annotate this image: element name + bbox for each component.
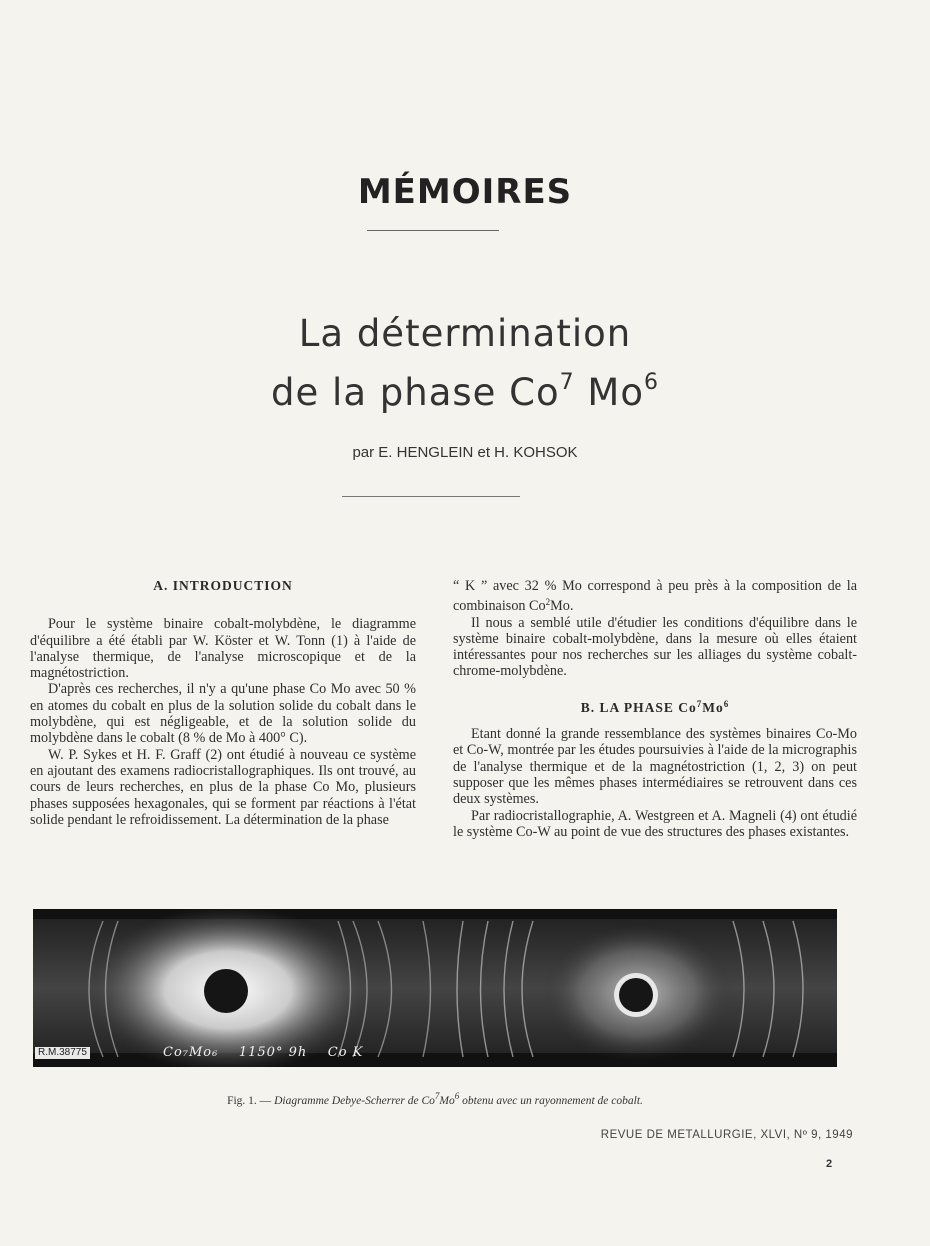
right-column <box>453 578 857 840</box>
left-column <box>30 578 416 828</box>
intro-paragraph-2: D'après ces recherches, il n'y a qu'une phase Co Mo avec 50 % en atomes du cobalt en plus de la solution solide du cobalt dans le molybdène, qui est négligeable, et de la solution solide du molybdène dans le cobalt (8 % de Mo à 400° C). <box>30 681 416 747</box>
title-sub-6: 6 <box>643 370 659 395</box>
phase-heading-text-b: Mo <box>702 699 724 715</box>
article-title-line2 <box>0 370 930 414</box>
right-beam-stop <box>619 978 653 1012</box>
film-label: R.M.38775 <box>35 1047 90 1059</box>
film-top-edge <box>33 909 837 919</box>
title-text-a: de la phase Co <box>271 371 560 414</box>
film-handwriting: Co₇Mo₆ 1150° 9h Co K <box>163 1045 364 1060</box>
introduction-heading: A. INTRODUCTION <box>153 578 293 593</box>
right-p1-text-a: “ K ” avec 32 % Mo correspond à peu près à la composition de la combinaison Co <box>453 578 857 615</box>
phase-heading-text-a: B. LA PHASE Co <box>580 699 697 715</box>
caption-text-b: Mo <box>439 1095 455 1107</box>
caption-sup-6: 6 <box>454 1091 460 1101</box>
right-paragraph-3: Etant donné la grande ressemblance des systèmes binaires Co-Mo et Co-W, montrée par les études poursuivies à l'aide de la micrographis de l'analyse thermique et de la magnétostriction (1, 2, 3) on peut supposer que les mêmes phases intermédiaires se retrouvent dans ces deux systèmes. <box>453 726 857 808</box>
header-rule <box>367 230 499 231</box>
section-heading: MÉMOIRES <box>357 172 573 212</box>
page-number: 2 <box>826 1158 833 1170</box>
caption-prefix: Fig. 1. — <box>227 1095 275 1107</box>
diffraction-pattern-svg <box>33 909 837 1067</box>
article-title-line1: La détermination <box>298 312 632 355</box>
left-beam-stop <box>204 969 248 1013</box>
journal-reference: REVUE DE METALLURGIE, XLVI, Nº 9, 1949 <box>600 1129 853 1141</box>
phase-heading <box>453 696 857 716</box>
caption-text-c: obtenu avec un rayonnement de cobalt. <box>459 1095 643 1107</box>
title-sub-7: 7 <box>559 370 575 395</box>
phase-heading-sup-7: 7 <box>696 698 703 709</box>
caption-sup-7: 7 <box>434 1091 440 1101</box>
intro-paragraph-1: Pour le système binaire cobalt-molybdène, le diagramme d'équilibre a été établi par W. Köster et W. Tonn (1) à l'aide de l'analyse thermique, de l'analyse microscopique et de la magnétostriction. <box>30 616 416 682</box>
right-paragraph-2: Il nous a semblé utile d'étudier les conditions d'équilibre dans le système binaire cobalt-molybdène, dans la mesure où elles étaient intéressantes pour nos recherches sur les alliages du système cobalt-chrome-molybdène. <box>453 614 857 680</box>
authors: par E. HENGLEIN et H. KOHSOK <box>352 444 578 461</box>
phase-heading-sup-6: 6 <box>723 698 730 709</box>
right-paragraph-1 <box>453 578 857 615</box>
right-paragraph-4: Par radiocristallographie, A. Westgreen et A. Magneli (4) ont étudié le système Co-W au point de vue des structures des phases existantes. <box>453 807 857 840</box>
right-p1-text-b: Mo. <box>550 598 574 615</box>
intro-paragraph-3: W. P. Sykes et H. F. Graff (2) ont étudié à nouveau ce système en ajoutant des examens radiocristallographiques. Ils ont trouvé, au cours de leurs recherches, en plus de la phase Co Mo, plusieurs phases supposées hexagonales, qui se forment par réactions à l'état solide pendant le refroidissement. La détermination de la phase <box>30 746 416 828</box>
caption-text-a: Diagramme Debye-Scherrer de Co <box>274 1095 435 1107</box>
authors-rule <box>342 496 520 497</box>
debye-scherrer-photo <box>33 909 837 1067</box>
figure-caption <box>0 1091 870 1107</box>
right-p1-sup: 2 <box>545 597 551 608</box>
title-text-b: Mo <box>574 371 644 414</box>
